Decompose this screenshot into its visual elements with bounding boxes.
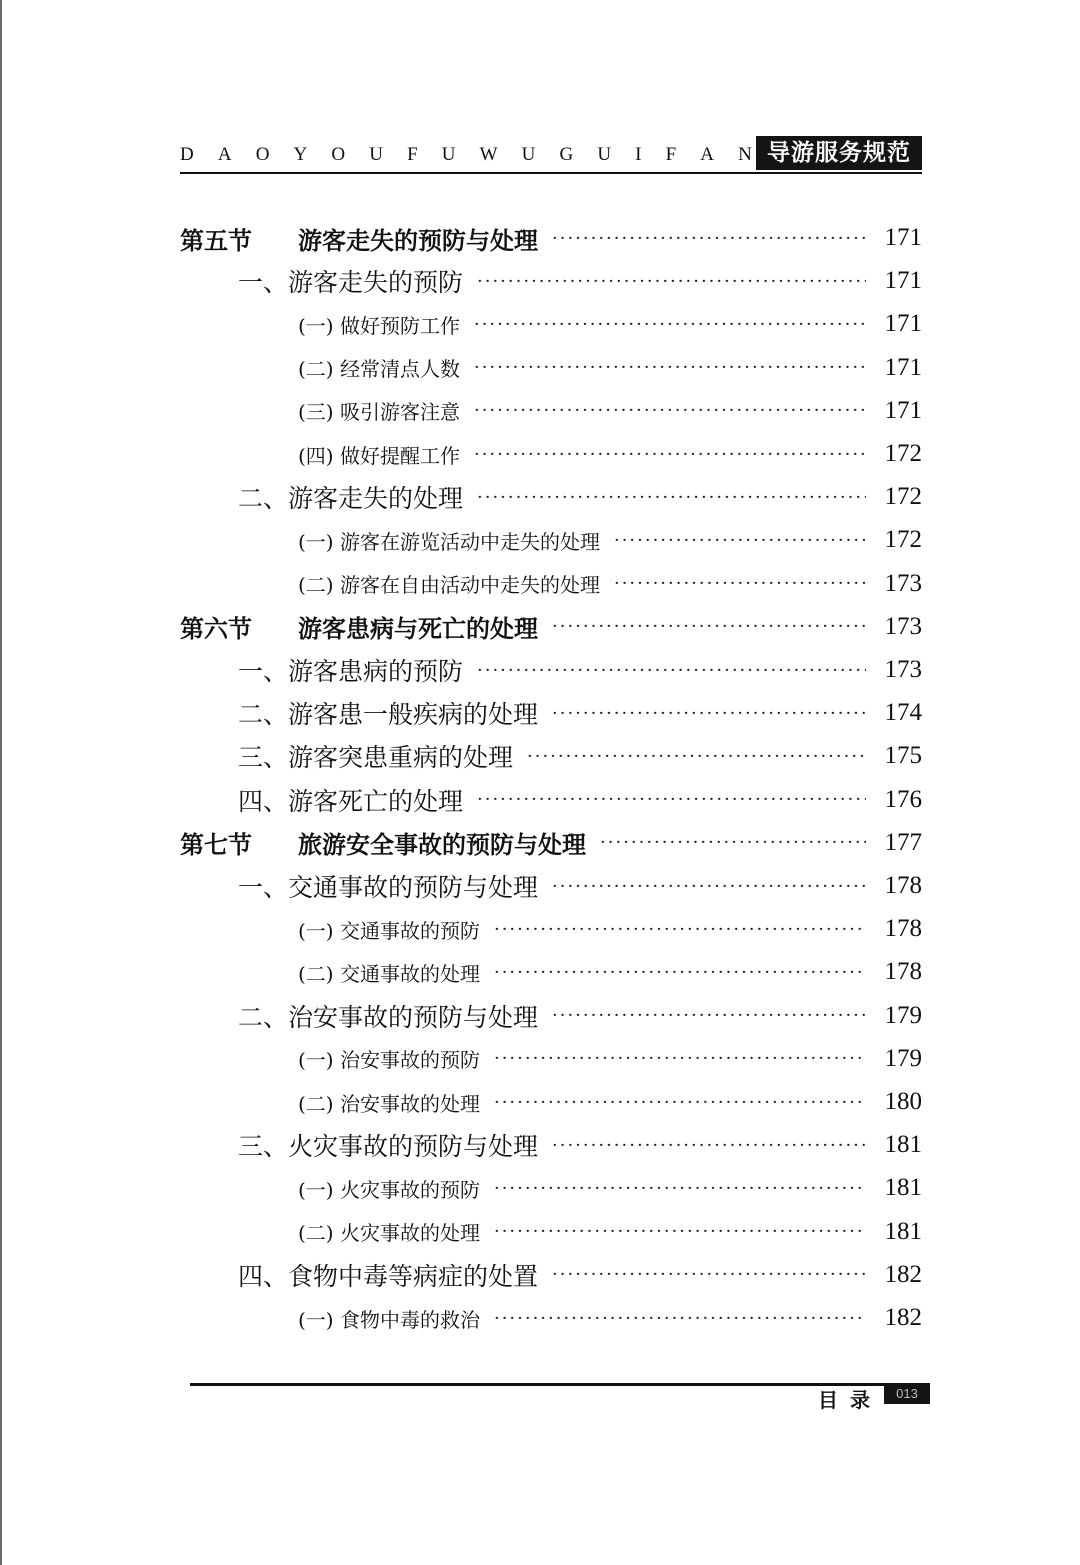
toc-entry xyxy=(298,348,922,388)
toc-entry-title: 三、火灾事故的预防与处理 xyxy=(238,1132,539,1162)
toc-entry-title: 一、游客患病的预防 xyxy=(238,657,464,686)
dot-leader xyxy=(494,1221,866,1242)
dot-leader xyxy=(552,876,866,897)
toc-entry-title: 三、游客突患重病的处理 xyxy=(238,743,514,773)
toc-page-number: 179 xyxy=(884,1044,922,1072)
header-pinyin-letter: N xyxy=(738,144,752,165)
header-pinyin-letter: U xyxy=(441,144,456,165)
dot-leader xyxy=(474,314,866,335)
header-pinyin-letter: G xyxy=(559,144,574,165)
dot-leader xyxy=(494,1048,866,1069)
dot-leader xyxy=(474,357,866,378)
toc-page-number: 172 xyxy=(884,440,922,467)
dot-leader xyxy=(552,616,866,637)
dot-leader xyxy=(494,1092,866,1113)
toc-entry xyxy=(238,996,922,1036)
toc-entry-title: (一) 火灾事故的预防 xyxy=(298,1177,480,1202)
toc-entry xyxy=(238,477,922,517)
toc-page-number: 175 xyxy=(884,742,922,770)
dot-leader xyxy=(600,832,866,853)
dot-leader xyxy=(494,1178,866,1199)
dot-leader xyxy=(477,789,866,810)
toc-page-number: 178 xyxy=(884,958,922,986)
toc-entry xyxy=(298,304,922,344)
toc-section-title: 游客走失的预防与处理 xyxy=(298,226,538,255)
toc-page-number: 180 xyxy=(884,1088,922,1115)
toc-entry xyxy=(180,823,922,863)
toc-page-number: 173 xyxy=(884,656,922,683)
toc-entry-title xyxy=(180,825,586,860)
toc-entry xyxy=(298,520,922,560)
running-header xyxy=(180,136,922,174)
dot-leader xyxy=(527,746,866,767)
toc-page-number: 171 xyxy=(884,310,922,338)
header-pinyin-letter: O xyxy=(255,144,270,165)
header-pinyin-letter: F xyxy=(665,144,677,165)
dot-leader xyxy=(552,1135,866,1156)
header-pinyin-letter: W xyxy=(479,144,498,165)
toc-page-number: 176 xyxy=(884,785,922,813)
dot-leader xyxy=(494,919,866,940)
toc-entry xyxy=(180,218,922,258)
toc-entry-title: 二、游客走失的处理 xyxy=(238,484,464,514)
toc-entry xyxy=(238,261,922,301)
toc-page-number: 181 xyxy=(884,1131,922,1159)
header-pinyin-letter: I xyxy=(635,144,642,165)
header-book-title: 导游服务规范 xyxy=(756,136,922,170)
toc-section-number: 第五节 xyxy=(180,226,252,255)
toc-entry xyxy=(238,866,922,906)
toc-page-number: 172 xyxy=(884,526,922,554)
toc-entry xyxy=(298,1298,922,1338)
toc-page-number: 173 xyxy=(884,569,922,597)
toc-entry-title: (二) 交通事故的处理 xyxy=(298,961,480,986)
toc-page-number: 178 xyxy=(884,915,922,943)
toc-entry xyxy=(298,1039,922,1079)
dot-leader xyxy=(552,228,866,249)
toc-page-number: 174 xyxy=(884,699,922,727)
dot-leader xyxy=(614,530,866,551)
dot-leader xyxy=(474,444,866,465)
toc-page-number: 177 xyxy=(884,828,922,856)
toc-entry xyxy=(238,1255,922,1295)
page-edge xyxy=(0,0,2,1565)
toc-page-number: 171 xyxy=(884,353,922,381)
toc-page-number: 181 xyxy=(884,1217,922,1245)
toc-entry xyxy=(238,650,922,690)
toc-entry xyxy=(238,780,922,820)
dot-leader xyxy=(477,660,866,681)
toc-entry xyxy=(180,607,922,647)
toc-entry xyxy=(298,564,922,604)
toc-section-number: 第六节 xyxy=(180,615,252,644)
toc-entry xyxy=(298,1082,922,1122)
header-pinyin-letter: U xyxy=(369,144,383,165)
toc-section-title: 旅游安全事故的预防与处理 xyxy=(298,831,586,860)
toc-entry-title: (一) 食物中毒的救治 xyxy=(298,1307,480,1332)
toc-entry-title xyxy=(180,221,538,256)
toc-entry-title: 四、食物中毒等病症的处置 xyxy=(238,1261,539,1291)
toc-page-number: 178 xyxy=(884,872,922,899)
toc-entry xyxy=(298,909,922,949)
toc-entry-title: 一、交通事故的预防与处理 xyxy=(238,873,539,902)
header-pinyin-letter: D xyxy=(180,144,194,165)
toc-page-number: 179 xyxy=(884,1001,922,1029)
toc-entry-title: (一) 交通事故的预防 xyxy=(298,918,480,943)
toc-entry-title: 二、治安事故的预防与处理 xyxy=(238,1002,539,1032)
toc-entry xyxy=(238,693,922,733)
header-pinyin-letter: U xyxy=(521,144,536,165)
toc-entry-title: 二、游客患一般疾病的处理 xyxy=(238,700,539,730)
header-rule xyxy=(180,172,922,174)
dot-leader xyxy=(552,1264,866,1285)
toc-entry-title: (一) 做好预防工作 xyxy=(298,313,460,338)
toc-page-number: 173 xyxy=(884,612,922,640)
header-pinyin xyxy=(180,144,752,166)
dot-leader xyxy=(494,962,866,983)
toc-page-number: 182 xyxy=(884,1260,922,1288)
dot-leader xyxy=(552,1005,866,1026)
toc-page-number: 181 xyxy=(884,1174,922,1202)
dot-leader xyxy=(477,487,866,508)
toc-entry-title: (二) 治安事故的处理 xyxy=(298,1091,480,1116)
toc-entry-title: (二) 游客在自由活动中走失的处理 xyxy=(298,573,600,598)
toc-page-number: 172 xyxy=(884,483,922,511)
toc-page-number: 182 xyxy=(884,1304,922,1331)
toc-entry xyxy=(238,1125,922,1165)
dot-leader xyxy=(474,400,866,421)
dot-leader xyxy=(614,573,866,594)
toc-entry-title: (一) 游客在游览活动中走失的处理 xyxy=(298,529,600,554)
toc-section-number: 第七节 xyxy=(180,831,252,860)
dot-leader xyxy=(552,703,866,724)
header-pinyin-letter: O xyxy=(331,144,346,165)
toc-page-number: 171 xyxy=(884,396,922,424)
toc-entry-title: (一) 治安事故的预防 xyxy=(298,1048,480,1073)
header-pinyin-letter: F xyxy=(407,144,418,165)
toc-page-number: 171 xyxy=(884,267,922,295)
toc-entry-title: (三) 吸引游客注意 xyxy=(298,400,460,425)
toc-page-number: 171 xyxy=(884,224,922,251)
toc-entry xyxy=(298,1212,922,1252)
toc-entry xyxy=(298,952,922,992)
header-pinyin-letter: U xyxy=(597,144,612,165)
toc-entry-title: (二) 火灾事故的处理 xyxy=(298,1221,480,1246)
header-pinyin-letter: A xyxy=(700,144,715,165)
toc-entry xyxy=(238,736,922,776)
toc-entry-title: (四) 做好提醒工作 xyxy=(298,443,460,468)
toc-entry-title: (二) 经常清点人数 xyxy=(298,357,460,382)
footer-label: 目录 xyxy=(818,1388,882,1412)
header-pinyin-letter: A xyxy=(217,144,232,165)
toc-entry xyxy=(298,391,922,431)
toc-entry xyxy=(298,1168,922,1208)
dot-leader xyxy=(477,271,866,292)
toc-entry-title xyxy=(180,609,538,644)
header-pinyin-letter: Y xyxy=(293,144,308,165)
page-number: 013 xyxy=(884,1384,930,1404)
dot-leader xyxy=(494,1308,866,1329)
toc-entry xyxy=(298,434,922,474)
toc-entry-title: 四、游客死亡的处理 xyxy=(238,786,464,816)
toc-section-title: 游客患病与死亡的处理 xyxy=(298,615,538,644)
toc-entry-title: 一、游客走失的预防 xyxy=(238,268,464,298)
